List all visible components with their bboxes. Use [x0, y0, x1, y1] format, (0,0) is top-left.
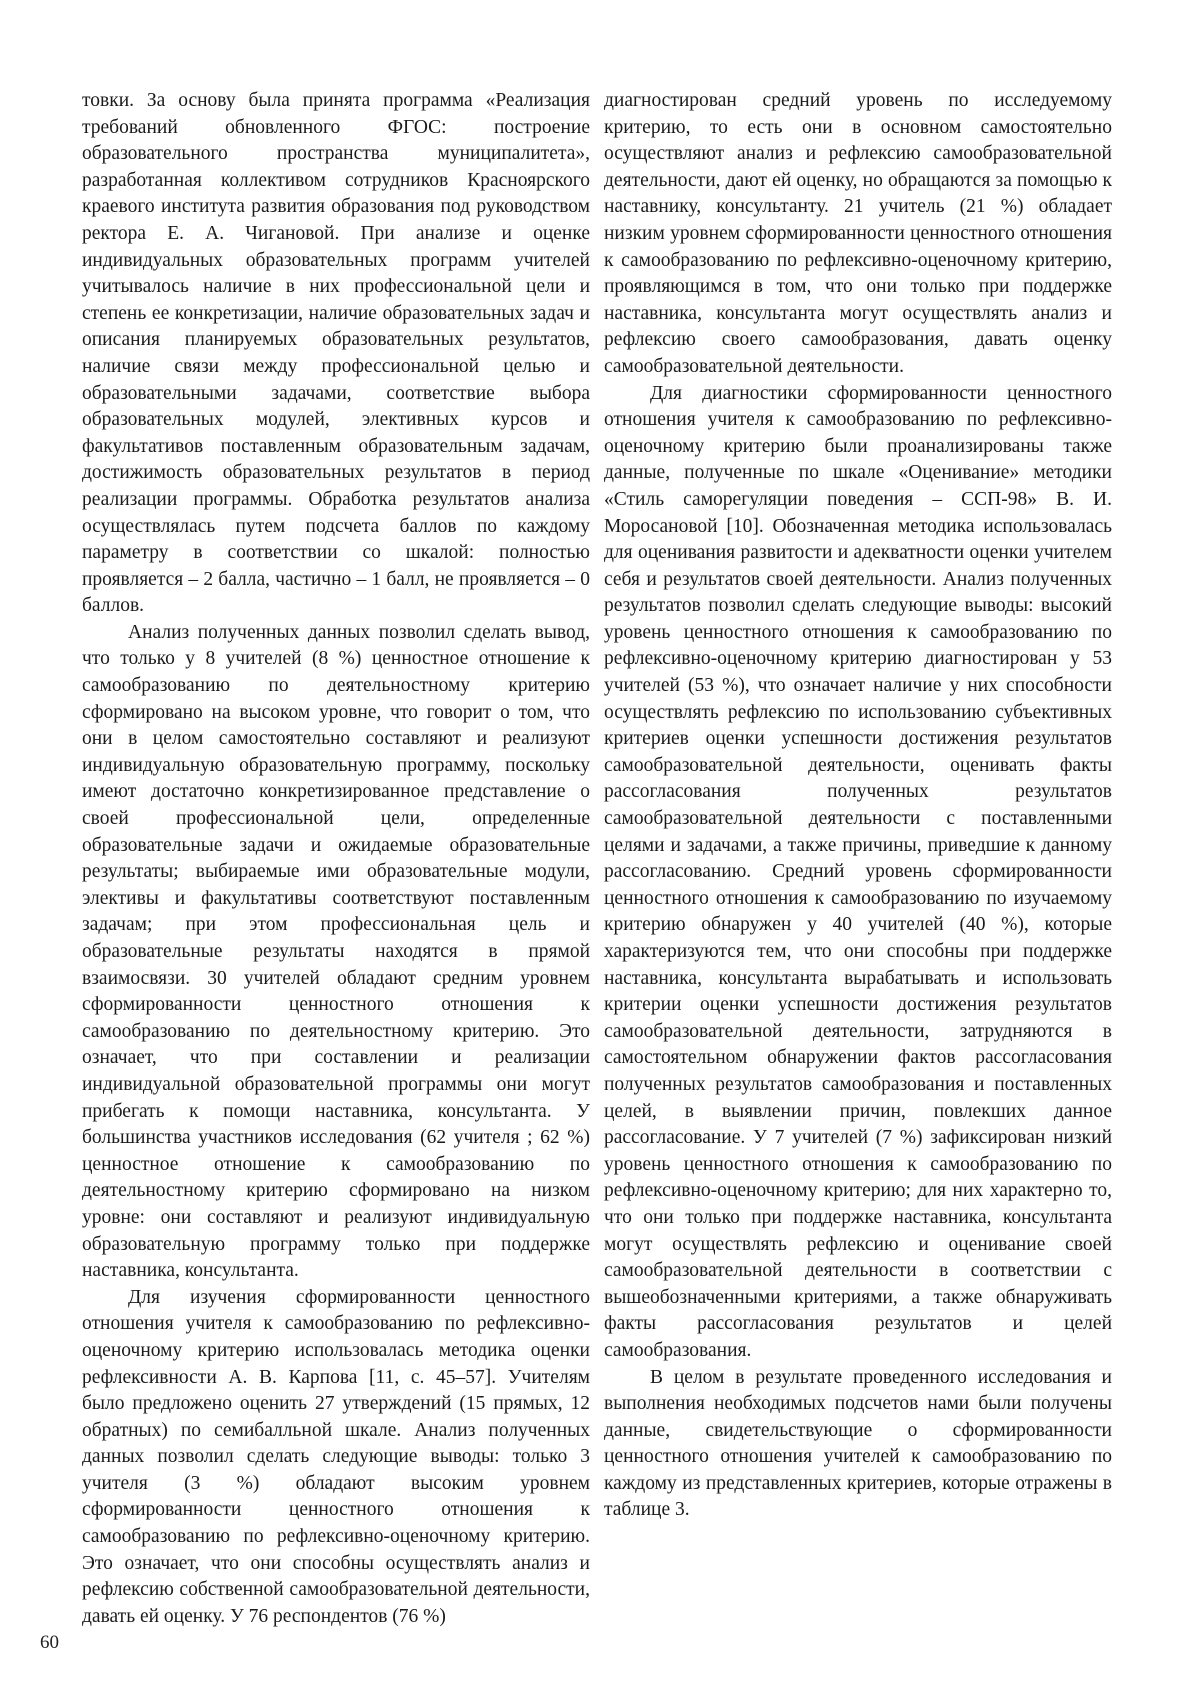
- paragraph: Для изучения сформированности ценностного отношения учителя к самообразованию по рефлексивно-оценочному критерию использовалась методика оценки рефлексивности А. В. Карпова [11, с. 45–57]. Учителям было предложено оценить 27 утверждений (15 прямых, 12 обратных) по семибалльной шкале. Анализ полученных данных позволил сделать следующие выводы: только 3 учителя (3 %) обладают высоким уровнем сформированности ценностного отношения к самообразованию по рефлексивно-оценочному критерию. Это означает, что они способны осуществлять анализ и рефлексию собственной самообразовательной деятельности, давать ей оценку. У 76 респондентов (76 %): [82, 1286, 590, 1627]
- paragraph-continuation: диагностирован средний уровень по исследуемому критерию, то есть они в основном самостоятельно осуществляют анализ и рефлексию самообразовательной деятельности, дают ей оценку, но обращаются за помощью к наставнику, консультанту. 21 учитель (21 %) обладает низким уровнем сформированности ценностного отношения к самообразованию по рефлексивно-оценочному критерию, проявляющимся в том, что они только при поддержке наставника, консультанта могут осуществлять анализ и рефлексию своего самообразования, давать оценку самообразовательной деятельности.: [604, 90, 1112, 377]
- paragraph-continuation: товки. За основу была принята программа «Реализация требований обновленного ФГОС: построение образовательного пространства муниципалитета», разработанная коллективом сотрудников Красноярского краевого института развития образования под руководством ректора Е. А. Чигановой. При анализе и оценке индивидуальных образовательных программ учителей учитывалось наличие в них профессиональной цели и степень ее конкретизации, наличие образовательных задач и описания планируемых образовательных результатов, наличие связи между профессиональной целью и образовательными задачами, соответствие выбора образовательных модулей, элективных курсов и факультативов поставленным образовательным задачам, достижимость образовательных результатов в период реализации программы. Обработка результатов анализа осуществлялась путем подсчета баллов по каждому параметру в соответствии со шкалой: полностью проявляется – 2 балла, частично – 1 балл, не проявляется – 0 баллов.: [82, 90, 590, 617]
- left-text-column: [82, 88, 590, 1630]
- paragraph: Анализ полученных данных позволил сделать вывод, что только у 8 учителей (8 %) ценностное отношение к самообразованию по деятельностному критерию сформировано на высоком уровне, что говорит о том, что они в целом самостоятельно составляют и реализуют индивидуальную образовательную программу, поскольку имеют достаточно конкретизированное представление о своей профессиональной цели, определенные образовательные задачи и ожидаемые образовательные результаты; выбираемые ими образовательные модули, элективы и факультативы соответствуют поставленным задачам; при этом профессиональная цель и образовательные результаты находятся в прямой взаимосвязи. 30 учителей обладают средним уровнем сформированности ценностного отношения к самообразованию по деятельностному критерию. Это означает, что при составлении и реализации индивидуальной образовательной программы они могут прибегать к помощи наставника, консультанта. У большинства участников исследования (62 учителя ; 62 %) ценностное отношение к самообразованию по деятельностному критерию сформировано на низком уровне: они составляют и реализуют индивидуальную образовательную программу только при поддержке наставника, консультанта.: [82, 621, 590, 1282]
- page-number: 60: [40, 1632, 59, 1653]
- paragraph: В целом в результате проведенного исследования и выполнения необходимых подсчетов нами были получены данные, свидетельствующие о сформированности ценностного отношения учителей к самообразованию по каждому из представленных критериев, которые отражены в таблице 3.: [604, 1366, 1112, 1521]
- right-text-column: [604, 88, 1112, 1524]
- paragraph: Для диагностики сформированности ценностного отношения учителя к самообразованию по рефлексивно-оценочному критерию были проанализированы также данные, полученные по шкале «Оценивание» методики «Стиль саморегуляции поведения – ССП-98» В. И. Моросановой [10]. Обозначенная методика использовалась для оценивания развитости и адекватности оценки учителем себя и результатов своей деятельности. Анализ полученных результатов позволил сделать следующие выводы: высокий уровень ценностного отношения к самообразованию по рефлексивно-оценочному критерию диагностирован у 53 учителей (53 %), что означает наличие у них способности осуществлять рефлексию по использованию субъективных критериев оценки успешности достижения результатов самообразовательной деятельности, оценивать факты рассогласования полученных результатов самообразовательной деятельности с поставленными целями и задачами, а также причины, приведшие к данному рассогласованию. Средний уровень сформированности ценностного отношения к самообразованию по изучаемому критерию обнаружен у 40 учителей (40 %), которые характеризуются тем, что они способны при поддержке наставника, консультанта вырабатывать и использовать критерии оценки успешности достижения результатов самообразовательной деятельности, затрудняются в самостоятельном обнаружении фактов рассогласования полученных результатов самообразования и поставленных целей, в выявлении причин, повлекших данное рассогласование. У 7 учителей (7 %) зафиксирован низкий уровень ценностного отношения к самообразованию по рефлексивно-оценочному критерию; для них характерно то, что они только при поддержке наставника, консультанта могут осуществлять рефлексию и оценивание своей самообразовательной деятельности в соответствии с вышеобозначенными критериями, а также обнаруживать факты рассогласования результатов и целей самообразования.: [604, 382, 1112, 1361]
